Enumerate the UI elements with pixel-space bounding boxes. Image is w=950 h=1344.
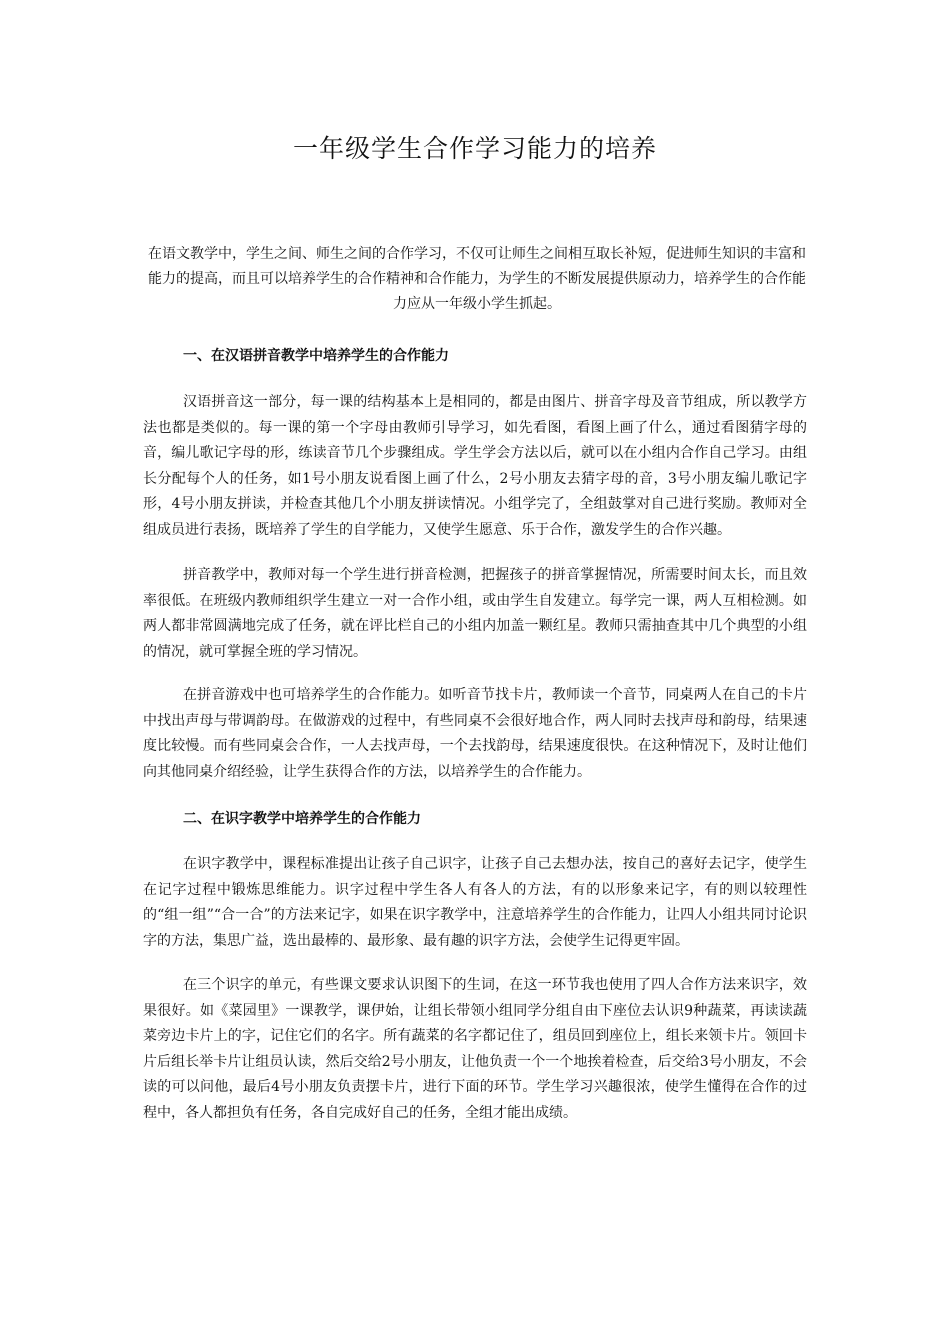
section-1-paragraph-3: 在拼音游戏中也可培养学生的合作能力。如听音节找卡片，教师读一个音节，同桌两人在自己的卡片中找出声母与带调韵母。在做游戏的过程中，有些同桌不会很好地合作，两人同时去找声母和韵母，结果速度比较慢。而有些同桌会合作，一人去找声母，一个去找韵母，结果速度很快。在这种情况下，及时让他们向其他同桌介绍经验，让学生获得合作的方法，以培养学生的合作能力。 (143, 687, 807, 780)
section-1-paragraph-1: 汉语拼音这一部分，每一课的结构基本上是相同的，都是由图片、拼音字母及音节组成，所以教学方法也都是类似的。每一课的第一个字母由教师引导学习，如先看图，看图上画了什么，通过看图猜字母的音，编儿歌记字母的形，练读音节几个步骤组成。学生学会方法以后，就可以在小组内合作自己学习。由组长分配每个人的任务，如1号小朋友说看图上画了什么，2号小朋友去猜字母的音，3号小朋友编儿歌记字形，4号小朋友拼读，并检查其他几个小朋友拼读情况。小组学完了，全组鼓掌对自己进行奖励。教师对全组成员进行表扬，既培养了学生的自学能力，又使学生愿意、乐于合作，激发学生的合作兴趣。 (143, 394, 807, 538)
section-2-paragraph-2: 在三个识字的单元，有些课文要求认识图下的生词，在这一环节我也使用了四人合作方法来识字，效果很好。如《菜园里》一课教学，课伊始，让组长带领小组同学分组自由下座位去认识9种蔬菜，再读读蔬菜旁边卡片上的字，记住它们的名字。所有蔬菜的名字都记住了，组员回到座位上，组长来领卡片。领回卡片后组长举卡片让组员认读，然后交给2号小朋友，让他负责一个一个地挨着检查，后交给3号小朋友，不会读的可以问他，最后4号小朋友负责摆卡片，进行下面的环节。学生学习兴趣很浓，使学生懂得在合作的过程中，各人都担负有任务，各自完成好自己的任务，全组才能出成绩。 (143, 977, 807, 1121)
intro-paragraph: 在语文教学中，学生之间、师生之间的合作学习，不仅可让师生之间相互取长补短，促进师生知识的丰富和能力的提高，而且可以培养学生的合作精神和合作能力，为学生的不断发展提供原动力，培养学生的合作能力应从一年级小学生抓起。 (148, 246, 806, 312)
section-2-paragraph-1: 在识字教学中，课程标准提出让孩子自己识字，让孩子自己去想办法，按自己的喜好去记字，使学生在记字过程中锻炼思维能力。识字过程中学生各人有各人的方法，有的以形象来记字，有的则以较理性的“组一组”“合一合”的方法来记字，如果在识字教学中，注意培养学生的合作能力，让四人小组共同讨论识字的方法，集思广益，选出最棒的、最形象、最有趣的识字方法，会使学生记得更牢固。 (143, 856, 807, 949)
section-2-heading: 二、在识字教学中培养学生的合作能力 (183, 811, 421, 827)
document-title: 一年级学生合作学习能力的培养 (292, 134, 657, 163)
section-1-paragraph-2: 拼音教学中，教师对每一个学生进行拼音检测，把握孩子的拼音掌握情况，所需要时间太长，而且效率很低。在班级内教师组织学生建立一对一合作小组，或由学生自发建立。每学完一课，两人互相检测。如两人都非常圆满地完成了任务，就在评比栏自己的小组内加盖一颗红星。教师只需抽查其中几个典型的小组的情况，就可掌握全班的学习情况。 (143, 567, 807, 660)
section-1-heading: 一、在汉语拼音教学中培养学生的合作能力 (183, 348, 449, 364)
